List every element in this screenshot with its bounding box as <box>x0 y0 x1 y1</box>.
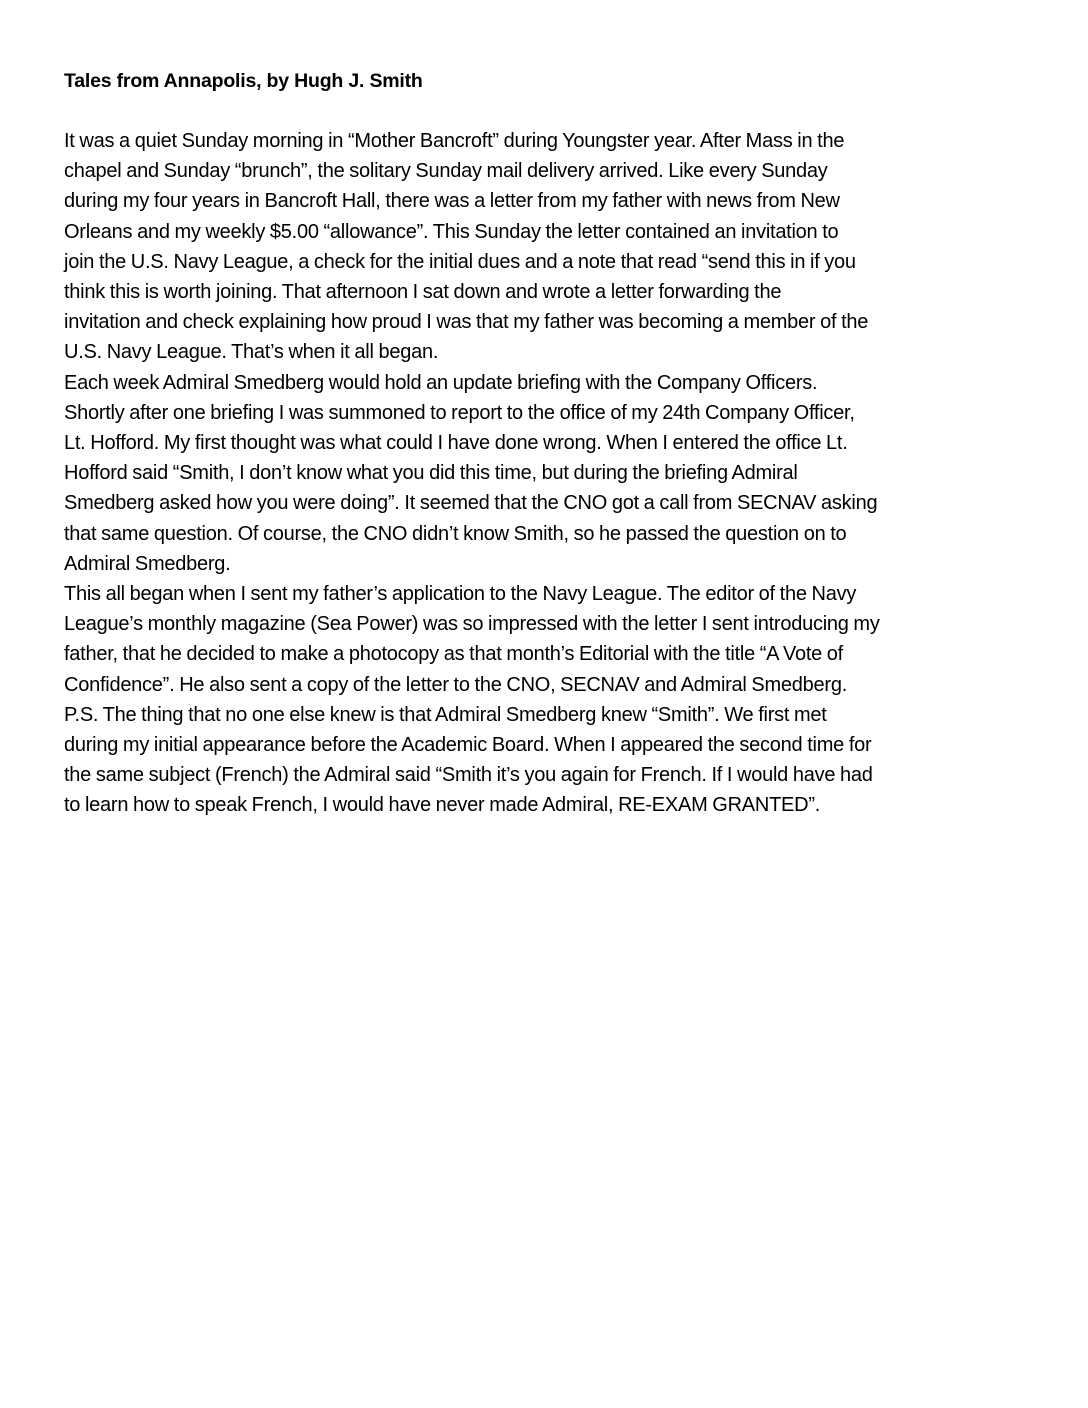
paragraph-navy-league-letter: This all began when I sent my father’s application to the Navy League. The editor of the Navy League’s monthly magazine (Sea Power) was so impressed with the letter I sent introducing my father, that he decided to make a photocopy as that month’s Editorial with the title “A Vote of Confidence”. He also sent a copy of the letter to the CNO, SECNAV and Admiral Smedberg. <box>64 583 880 696</box>
paragraph-postscript: P.S. The thing that no one else knew is that Admiral Smedberg knew “Smith”. We first met during my initial appearance before the Academic Board. When I appeared the second time for the same subject (French) the Admiral said “Smith it’s you again for French. If I would have had to learn how to speak French, I would have never made Admiral, RE-EXAM GRANTED”. <box>64 703 873 817</box>
paragraph-mother-bancroft: It was a quiet Sunday morning in “Mother Bancroft” during Youngster year. After Mass in the chapel and Sunday “brunch”, the solitary Sunday mail delivery arrived. Like every Sunday during my four years in Bancroft Hall, there was a letter from my father with news from New Orleans and my weekly $5.00 “allowance”. This Sunday the letter contained an invitation to join the U.S. Navy League, a check for the initial dues and a note that read “send this in if you think this is worth joining. That afternoon I sat down and wrote a letter forwarding the invitation and check explaining how proud I was that my father was becoming a member of the U.S. Navy League. That’s when it all began. <box>64 130 869 364</box>
paragraph-admiral-briefing: Each week Admiral Smedberg would hold an update briefing with the Company Officers. Shortly after one briefing I was summoned to report to the office of my 24th Company Officer, Lt. Hofford. My first thought was what could I have done wrong. When I entered the office Lt. Hofford said “Smith, I don’t know what you did this time, but during the briefing Admiral Smedberg asked how you were doing”. It seemed that the CNO got a call from SECNAV asking that same question. Of course, the CNO didn’t know Smith, so he passed the question on to Admiral Smedberg. <box>64 371 878 575</box>
document-page <box>64 66 1036 821</box>
document-title: Tales from Annapolis, by Hugh J. Smith <box>64 70 423 92</box>
document-body <box>64 126 1036 821</box>
